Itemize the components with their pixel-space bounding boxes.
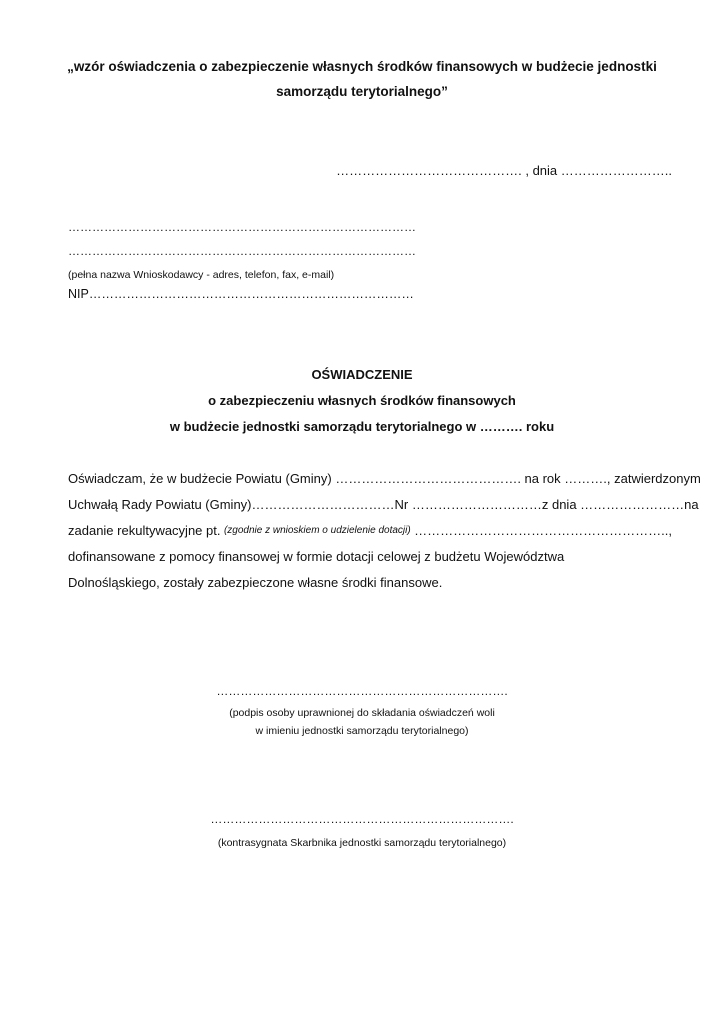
declaration-body-line <box>68 518 672 544</box>
resolution-number-field: Nr ………………………… <box>394 497 542 512</box>
countersignature-block <box>60 812 664 852</box>
signature-block <box>60 684 664 740</box>
task-title-hint: (zgodnie z wnioskiem o udzielenie dotacji) <box>223 525 411 536</box>
applicant-line-2: …………………………………………………………………………… <box>68 244 416 258</box>
applicant-caption: (pełna nazwa Wnioskodawcy - adres, telefon, fax, e-mail) <box>68 269 335 281</box>
declaration-title <box>60 362 664 440</box>
declaration-body <box>68 466 701 596</box>
declaration-text: dofinansowane z pomocy finansowej w formie dotacji celowej z budżetu Województwa <box>68 549 565 564</box>
resolution-field: Uchwałą Rady Powiatu (Gminy)…………………………… <box>68 497 395 512</box>
form-template-title-line2: samorządu terytorialnego” <box>276 84 448 99</box>
form-template-title <box>60 54 664 104</box>
applicant-block <box>68 215 416 301</box>
declaration-text: na <box>684 497 699 512</box>
declaration-title-line2: o zabezpieczeniu własnych środków finansowych <box>208 393 516 408</box>
declaration-body-line <box>68 570 672 596</box>
declaration-title-line3: w budżecie jednostki samorządu terytorialnego w ………. roku <box>169 419 555 434</box>
declaration-body-line <box>68 492 699 518</box>
signature-line: ………………………………………………………………. <box>216 684 508 698</box>
applicant-line-1: …………………………………………………………………………… <box>68 220 416 234</box>
declaration-title-line1: OŚWIADCZENIE <box>311 367 413 382</box>
resolution-date-field: z dnia …………………… <box>541 497 685 512</box>
declaration-text: zadanie rekultywacyjne pt. <box>68 523 221 538</box>
signature-caption-line1: (podpis osoby uprawnionej do składania oświadczeń woli <box>229 707 495 719</box>
nip-field: NIP…………………………………………………………………… <box>68 287 414 301</box>
task-title-field: ………………………………………………….., <box>414 523 672 538</box>
declaration-text: Dolnośląskiego, zostały zabezpieczone własne środki finansowe. <box>68 575 443 590</box>
declaration-body-line <box>68 466 701 492</box>
declaration-text: Oświadczam, że w budżecie Powiatu (Gminy) ……………………………………. na rok ………., zatwierdzonym <box>68 471 701 486</box>
declaration-body-line <box>68 544 672 570</box>
signature-caption-line2: w imieniu jednostki samorządu terytorialnego) <box>255 725 469 737</box>
form-template-title-line1: „wzór oświadczenia o zabezpieczenie własnych środków finansowych w budżecie jednostki <box>67 59 657 74</box>
place-and-date-field: ……………………………………. , dnia …………………….. <box>336 163 672 178</box>
countersignature-line: …………………………………………………………………. <box>210 812 514 826</box>
countersignature-caption: (kontrasygnata Skarbnika jednostki samorządu terytorialnego) <box>217 837 507 849</box>
